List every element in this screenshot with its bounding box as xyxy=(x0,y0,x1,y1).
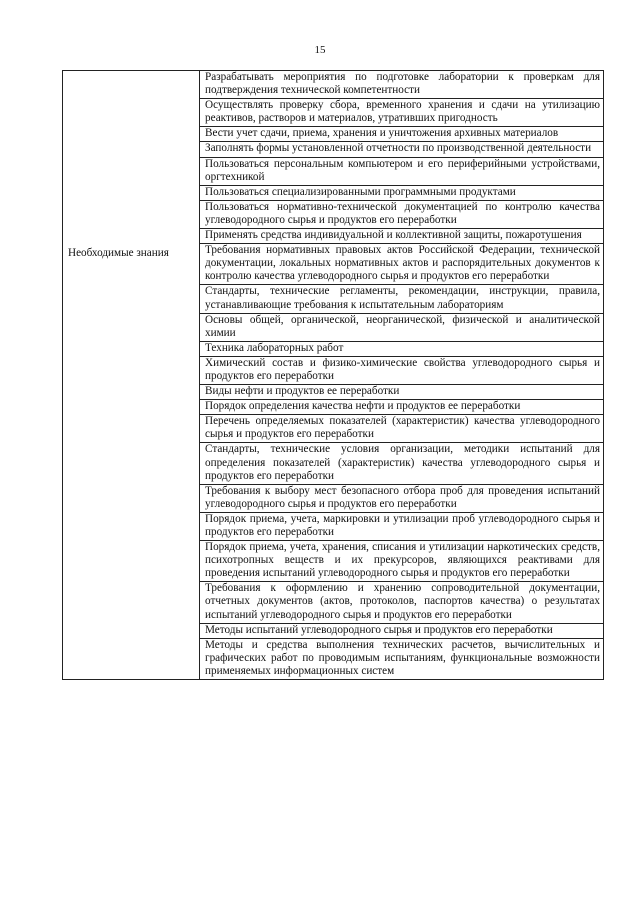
knowledge-item: Основы общей, органической, неорганической, физической и аналитической химии xyxy=(200,313,604,341)
page-number: 15 xyxy=(314,44,326,56)
knowledge-item: Стандарты, технические регламенты, рекомендации, инструкции, правила, устанавливающие требования к испытательным лабораториям xyxy=(200,285,604,313)
skill-item: Разрабатывать мероприятия по подготовке лаборатории к проверкам для подтверждения технической компетентности xyxy=(200,71,604,99)
skill-item: Пользоваться нормативно-технической документацией по контролю качества углеводородного сырья и продуктов его переработки xyxy=(200,200,604,228)
knowledge-item: Методы и средства выполнения технических расчетов, вычислительных и графических работ по проводимым испытаниям, функциональные возможности применяемых информационных систем xyxy=(200,638,604,679)
knowledge-item: Требования к выбору мест безопасного отбора проб для проведения испытаний углеводородного сырья и продуктов его переработки xyxy=(200,484,604,512)
skill-item: Применять средства индивидуальной и коллективной защиты, пожаротушения xyxy=(200,229,604,244)
knowledge-item: Методы испытаний углеводородного сырья и продуктов его переработки xyxy=(200,623,604,638)
knowledge-item: Химический состав и физико-химические свойства углеводородного сырья и продуктов его переработки xyxy=(200,356,604,384)
knowledge-item: Техника лабораторных работ xyxy=(200,341,604,356)
knowledge-item: Стандарты, технические условия организации, методики испытаний для определения показателей (характеристик) качества углеводородного сырья и продуктов его переработки xyxy=(200,443,604,484)
skill-item: Вести учет сдачи, приема, хранения и уничтожения архивных материалов xyxy=(200,127,604,142)
knowledge-item: Порядок приема, учета, хранения, списания и утилизации наркотических средств, психотропных веществ и их прекурсоров, являющихся реактивами для проведения испытаний углеводородного сырья и продуктов его переработки xyxy=(200,541,604,582)
skill-item: Пользоваться специализированными программными продуктами xyxy=(200,185,604,200)
knowledge-item: Виды нефти и продуктов ее переработки xyxy=(200,385,604,400)
knowledge-item: Перечень определяемых показателей (характеристик) качества углеводородного сырья и продуктов его переработки xyxy=(200,415,604,443)
table-row xyxy=(63,71,604,99)
category-cell-knowledge: Необходимые знания xyxy=(63,244,200,680)
skill-item: Пользоваться персональным компьютером и его периферийными устройствами, оргтехникой xyxy=(200,157,604,185)
skill-item: Заполнять формы установленной отчетности по производственной деятельности xyxy=(200,142,604,157)
category-cell-skills xyxy=(63,71,200,244)
knowledge-item: Порядок приема, учета, маркировки и утилизации проб углеводородного сырья и продуктов его переработки xyxy=(200,512,604,540)
requirements-table xyxy=(62,70,604,680)
knowledge-item: Порядок определения качества нефти и продуктов ее переработки xyxy=(200,400,604,415)
knowledge-item: Требования к оформлению и хранению сопроводительной документации, отчетных документов (актов, протоколов, паспортов качества) о результатах испытаний углеводородного сырья и продуктов его переработки xyxy=(200,582,604,623)
knowledge-item: Требования нормативных правовых актов Российской Федерации, технической документации, локальных нормативных актов и распорядительных документов к контролю качества углеводородного сырья и продуктов его переработки xyxy=(200,244,604,285)
skill-item: Осуществлять проверку сбора, временного хранения и сдачи на утилизацию реактивов, растворов и материалов, утративших пригодность xyxy=(200,99,604,127)
table-row xyxy=(63,244,604,285)
